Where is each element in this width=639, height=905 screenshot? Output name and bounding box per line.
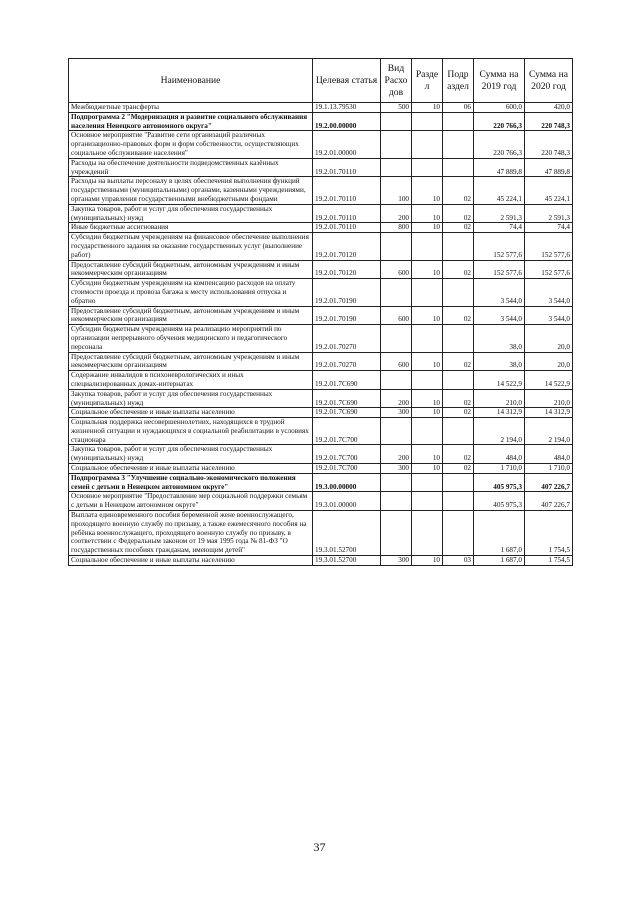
cell-section [412,418,443,445]
cell-section: 10 [412,260,443,279]
cell-expense-type [381,233,412,260]
table-row [69,408,573,418]
cell-name: Предоставление субсидий бюджетным, автономным учреждениям и иным некоммерческим организациям [69,352,313,371]
table-row [69,445,573,464]
cell-target-article: 19.2.01.70110 [313,158,381,177]
cell-name: Подпрограмма 3 "Улучшение социально-экономического положения семей с детьми в Ненецком автономном округе" [69,473,313,492]
cell-sum-2019: 600,0 [474,103,525,113]
table-row [69,352,573,371]
cell-sum-2020: 3 544,0 [525,279,573,306]
cell-subsection [443,233,474,260]
cell-expense-type: 300 [381,408,412,418]
cell-sum-2019: 1 687,0 [474,556,525,566]
page-number: 37 [313,840,326,854]
cell-subsection: 02 [443,389,474,408]
table-row [69,306,573,325]
cell-subsection: 02 [443,223,474,233]
cell-sum-2019: 1 687,0 [474,511,525,556]
cell-name: Социальное обеспечение и иные выплаты населению [69,556,313,566]
cell-target-article: 19.2.01.7С690 [313,371,381,390]
table-row [69,112,573,131]
cell-sum-2020: 220 748,3 [525,131,573,158]
cell-expense-type: 200 [381,204,412,223]
table-row [69,103,573,113]
cell-sum-2020: 407 226,7 [525,492,573,511]
cell-sum-2019: 14 312,9 [474,408,525,418]
cell-sum-2019: 2 591,3 [474,204,525,223]
header-name: Наименование [69,59,313,103]
cell-name: Подпрограмма 2 "Модернизация и развитие социального обслуживания населения Ненецкого автономного округа" [69,112,313,131]
cell-section: 10 [412,445,443,464]
cell-sum-2019: 405 975,3 [474,492,525,511]
header-target-article: Целевая статья [313,59,381,103]
cell-name: Расходы на выплаты персоналу в целях обеспечения выполнения функций государственными (муниципальными) органами, казенными учреждениями, органами управления государственными внебюджетными фондами [69,177,313,204]
cell-section: 10 [412,306,443,325]
table-row [69,158,573,177]
cell-section [412,492,443,511]
cell-expense-type [381,279,412,306]
cell-section [412,158,443,177]
cell-name: Субсидии бюджетным учреждениям на реализацию мероприятий по организации непрерывного обучения медицинского и педагогического персонала [69,325,313,352]
cell-subsection [443,418,474,445]
header-sum-2019: Сумма на 2019 год [474,59,525,103]
cell-subsection [443,473,474,492]
table-row [69,177,573,204]
cell-expense-type [381,418,412,445]
cell-expense-type: 200 [381,445,412,464]
cell-sum-2019: 38,0 [474,325,525,352]
cell-target-article: 19.2.01.7С700 [313,418,381,445]
cell-sum-2020: 420,0 [525,103,573,113]
cell-expense-type: 200 [381,389,412,408]
cell-expense-type [381,325,412,352]
cell-section [412,511,443,556]
cell-target-article: 19.3.01.52700 [313,511,381,556]
table-row [69,511,573,556]
cell-section [412,279,443,306]
cell-section: 10 [412,464,443,474]
header-sum-2020: Сумма на 2020 год [525,59,573,103]
table-row [69,371,573,390]
cell-name: Закупка товаров, работ и услуг для обеспечения государственных (муниципальных) нужд [69,389,313,408]
table-header-row [69,59,573,103]
cell-expense-type: 600 [381,306,412,325]
cell-subsection: 03 [443,556,474,566]
cell-name: Социальная поддержка несовершеннолетних, находящихся в трудной жизненной ситуации и нуждающихся в социальной реабилитации в условиях стационара [69,418,313,445]
table-row [69,131,573,158]
cell-sum-2020: 1 710,0 [525,464,573,474]
table-row [69,492,573,511]
table-row [69,389,573,408]
cell-subsection [443,492,474,511]
cell-name: Социальное обеспечение и иные выплаты населению [69,464,313,474]
cell-subsection: 02 [443,464,474,474]
cell-target-article: 19.2.01.7С690 [313,389,381,408]
cell-subsection: 02 [443,204,474,223]
cell-sum-2020: 45 224,1 [525,177,573,204]
cell-sum-2020: 407 226,7 [525,473,573,492]
cell-target-article: 19.2.01.70120 [313,233,381,260]
cell-expense-type [381,112,412,131]
cell-name: Предоставление субсидий бюджетным, автономным учреждениям и иным некоммерческим организациям [69,306,313,325]
budget-table [68,58,573,566]
cell-expense-type: 800 [381,223,412,233]
cell-section [412,473,443,492]
cell-target-article: 19.2.01.70110 [313,223,381,233]
cell-section: 10 [412,103,443,113]
cell-sum-2020: 47 889,8 [525,158,573,177]
cell-sum-2020: 20,0 [525,325,573,352]
cell-sum-2020: 152 577,6 [525,260,573,279]
table-row [69,418,573,445]
cell-subsection [443,511,474,556]
cell-sum-2019: 38,0 [474,352,525,371]
cell-section [412,371,443,390]
table-row [69,556,573,566]
table-row [69,223,573,233]
cell-name: Социальное обеспечение и иные выплаты населению [69,408,313,418]
cell-sum-2019: 152 577,6 [474,260,525,279]
cell-name: Расходы на обеспечение деятельности подведомственных казённых учреждений [69,158,313,177]
cell-sum-2020: 2 194,0 [525,418,573,445]
cell-expense-type [381,371,412,390]
cell-sum-2019: 74,4 [474,223,525,233]
table-body [69,103,573,566]
cell-subsection: 02 [443,177,474,204]
cell-sum-2019: 47 889,8 [474,158,525,177]
cell-subsection: 02 [443,306,474,325]
cell-expense-type [381,473,412,492]
cell-target-article: 19.2.01.70270 [313,352,381,371]
table-row [69,473,573,492]
cell-sum-2020: 484,0 [525,445,573,464]
cell-subsection [443,325,474,352]
cell-target-article: 19.2.01.7С690 [313,408,381,418]
cell-sum-2020: 210,0 [525,389,573,408]
cell-sum-2019: 484,0 [474,445,525,464]
cell-name: Основное мероприятие "Предоставление мер социальной поддержки семьям с детьми в Ненецком автономном округе" [69,492,313,511]
cell-subsection: 02 [443,445,474,464]
cell-expense-type: 600 [381,260,412,279]
cell-sum-2020: 152 577,6 [525,233,573,260]
cell-expense-type: 500 [381,103,412,113]
cell-sum-2020: 14 522,9 [525,371,573,390]
cell-section [412,131,443,158]
cell-sum-2019: 1 710,0 [474,464,525,474]
cell-expense-type [381,158,412,177]
cell-target-article: 19.2.01.7С700 [313,464,381,474]
cell-sum-2020: 14 312,9 [525,408,573,418]
cell-sum-2019: 220 766,3 [474,131,525,158]
cell-sum-2019: 3 544,0 [474,306,525,325]
cell-name: Выплата единовременного пособия беременной жене военнослужащего, проходящего военную службу по призыву, а также ежемесячного пособия на ребёнка военнослужащего, проходящего военную службу по призыву, в соответствии с Федеральным законом от 19 мая 1995 года № 81-ФЗ "О государственных пособиях гражданам, имеющим детей" [69,511,313,556]
cell-section: 10 [412,556,443,566]
cell-target-article: 19.2.01.70110 [313,177,381,204]
cell-name: Межбюджетные трансферты [69,103,313,113]
cell-sum-2020: 20,0 [525,352,573,371]
cell-section: 10 [412,177,443,204]
cell-sum-2019: 45 224,1 [474,177,525,204]
cell-name: Субсидии бюджетным учреждениям на компенсацию расходов на оплату стоимости проезда и провоза багажа к месту использования отпуска и обратно [69,279,313,306]
cell-name: Основное мероприятие "Развитие сети организаций различных организационно-правовых форм и форм собственности, осуществляющих социальное обслуживание населения" [69,131,313,158]
table-row [69,233,573,260]
cell-section: 10 [412,204,443,223]
cell-sum-2019: 14 522,9 [474,371,525,390]
cell-target-article: 19.2.01.70190 [313,306,381,325]
cell-name: Субсидии бюджетным учреждениям на финансовое обеспечение выполнения государственного задания на оказание государственных услуг (выполнение работ) [69,233,313,260]
cell-section: 10 [412,408,443,418]
cell-subsection: 02 [443,408,474,418]
cell-section: 10 [412,223,443,233]
table-row [69,260,573,279]
cell-target-article: 19.3.01.00000 [313,492,381,511]
cell-sum-2020: 1 754,5 [525,556,573,566]
cell-sum-2020: 1 754,5 [525,511,573,556]
cell-target-article: 19.3.00.00000 [313,473,381,492]
cell-expense-type: 600 [381,352,412,371]
cell-subsection [443,131,474,158]
cell-sum-2020: 74,4 [525,223,573,233]
cell-expense-type: 100 [381,177,412,204]
cell-sum-2019: 220 766,3 [474,112,525,131]
cell-target-article: 19.2.01.70270 [313,325,381,352]
cell-target-article: 19.2.00.00000 [313,112,381,131]
table-row [69,204,573,223]
cell-subsection: 06 [443,103,474,113]
cell-target-article: 19.2.01.00000 [313,131,381,158]
cell-sum-2020: 3 544,0 [525,306,573,325]
cell-subsection: 02 [443,352,474,371]
header-subsection: Подр аздел [443,59,474,103]
cell-subsection [443,279,474,306]
cell-sum-2020: 2 591,3 [525,204,573,223]
cell-target-article: 19.2.01.70190 [313,279,381,306]
cell-target-article: 19.1.13.79530 [313,103,381,113]
cell-target-article: 19.2.01.70110 [313,204,381,223]
cell-expense-type [381,492,412,511]
cell-sum-2019: 3 544,0 [474,279,525,306]
table-row [69,279,573,306]
cell-expense-type [381,511,412,556]
cell-subsection [443,158,474,177]
cell-subsection: 02 [443,260,474,279]
cell-target-article: 19.3.01.52700 [313,556,381,566]
cell-section: 10 [412,389,443,408]
cell-expense-type: 300 [381,464,412,474]
cell-target-article: 19.2.01.7С700 [313,445,381,464]
header-expense-type: Вид Расхо дов [381,59,412,103]
cell-sum-2019: 2 194,0 [474,418,525,445]
cell-target-article: 19.2.01.70120 [313,260,381,279]
cell-section [412,233,443,260]
cell-subsection [443,371,474,390]
cell-name: Закупка товаров, работ и услуг для обеспечения государственных (муниципальных) нужд [69,445,313,464]
cell-subsection [443,112,474,131]
cell-sum-2020: 220 748,3 [525,112,573,131]
table-row [69,325,573,352]
header-section: Разде л [412,59,443,103]
cell-name: Предоставление субсидий бюджетным, автономным учреждениям и иным некоммерческим организациям [69,260,313,279]
cell-name: Закупка товаров, работ и услуг для обеспечения государственных (муниципальных) нужд [69,204,313,223]
table-row [69,464,573,474]
cell-expense-type [381,131,412,158]
cell-sum-2019: 210,0 [474,389,525,408]
cell-sum-2019: 405 975,3 [474,473,525,492]
cell-section [412,112,443,131]
cell-section [412,325,443,352]
cell-name: Содержание инвалидов в психоневрологических и иных специализированных домах-интернатах [69,371,313,390]
cell-section: 10 [412,352,443,371]
cell-name: Иные бюджетные ассигнования [69,223,313,233]
cell-expense-type: 300 [381,556,412,566]
cell-sum-2019: 152 577,6 [474,233,525,260]
